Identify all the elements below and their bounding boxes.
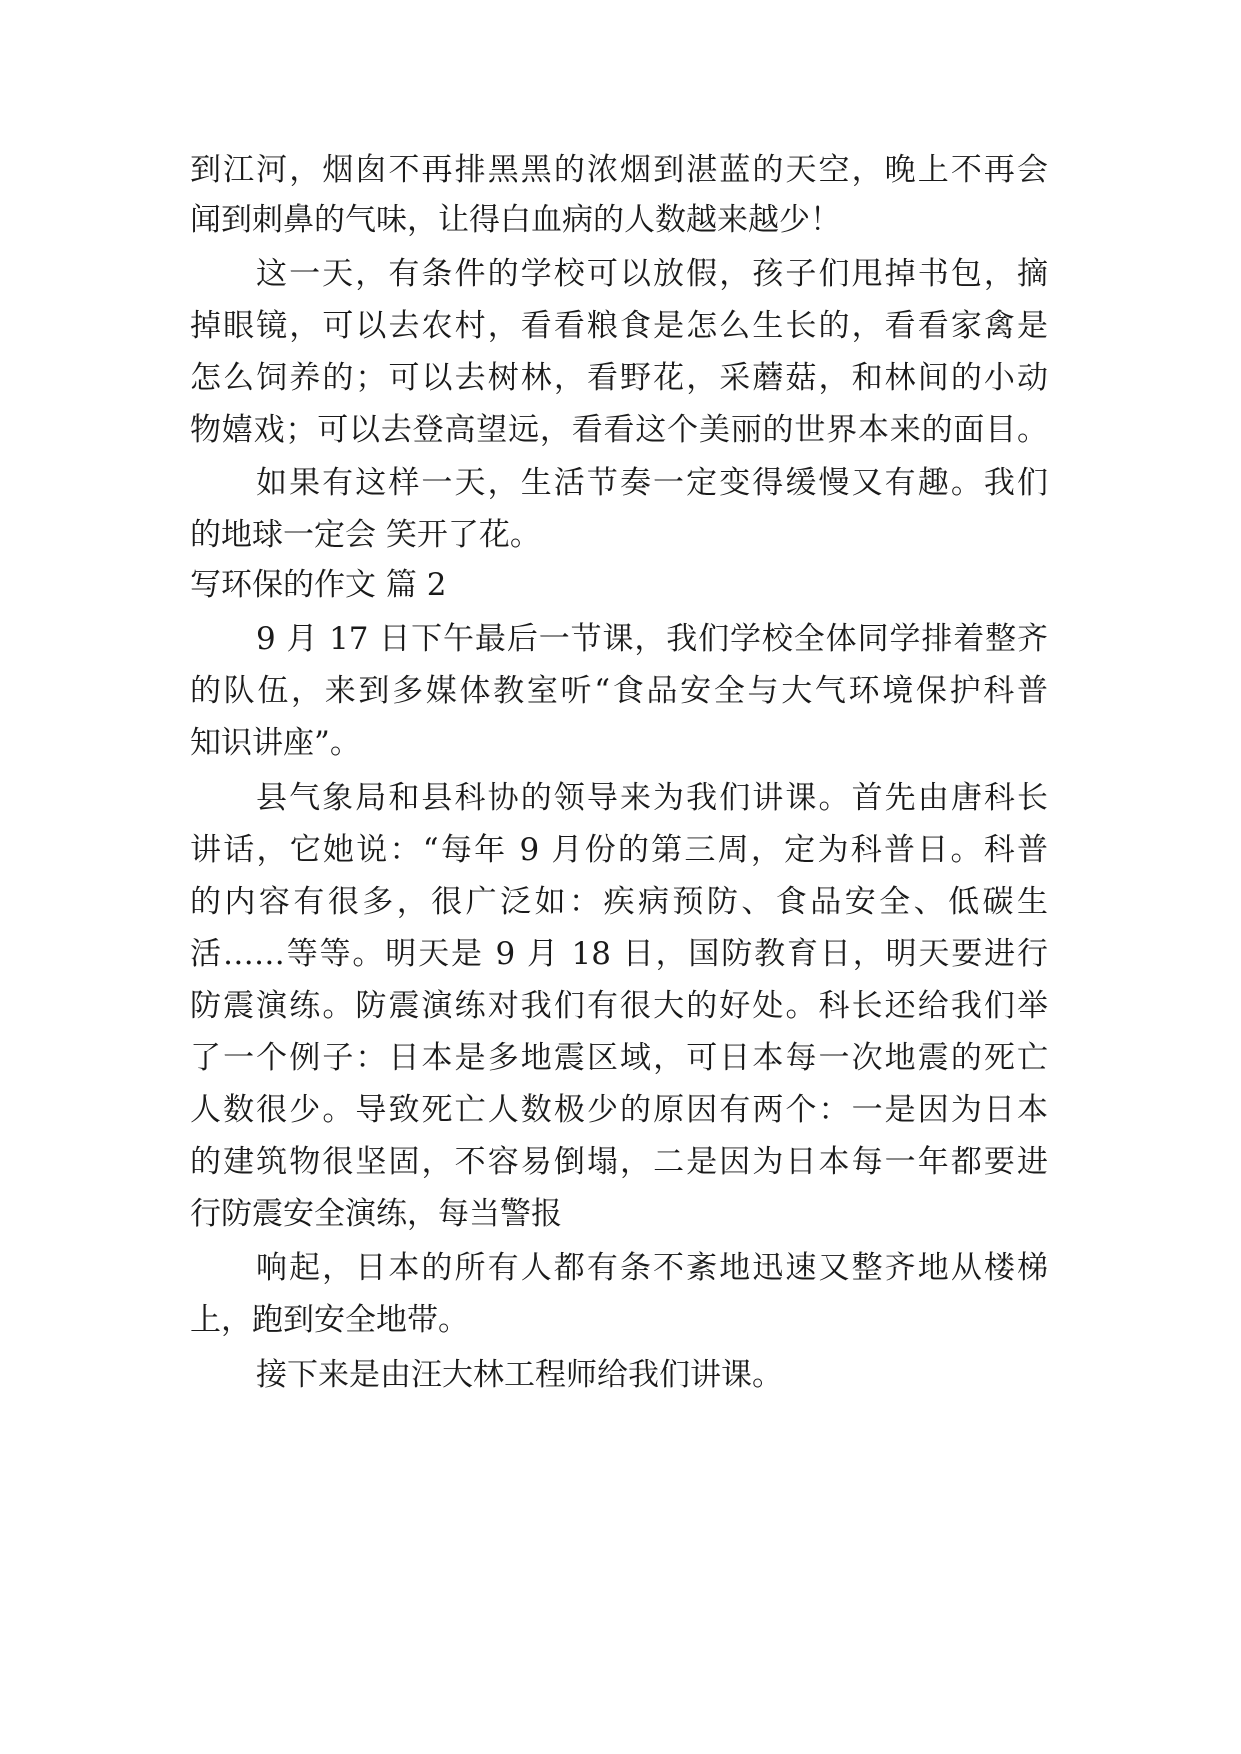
section-heading: 写环保的作文 篇 2 [190, 567, 447, 603]
text-line: 防震演练。防震演练对我们有很大的好处。科长还给我们举 [190, 988, 1048, 1024]
text-line: 行防震安全演练，每当警报 [190, 1196, 562, 1232]
text-line: 的地球一定会 笑开了花。 [190, 517, 541, 553]
text-line: 县气象局和县科协的领导来为我们讲课。首先由唐科长 [256, 780, 1048, 816]
text-line: 怎么饲养的；可以去树林，看野花，采蘑菇，和林间的小动 [190, 360, 1048, 396]
text-line: 到江河，烟囱不再排黑黑的浓烟到湛蓝的天空，晚上不再会 [190, 152, 1048, 188]
text-line: 知识讲座”。 [190, 725, 361, 761]
text-line: 的建筑物很坚固，不容易倒塌，二是因为日本每一年都要进 [190, 1144, 1048, 1180]
text-line: 响起，日本的所有人都有条不紊地迅速又整齐地从楼梯 [256, 1250, 1048, 1286]
text-line: 物嬉戏；可以去登高望远，看看这个美丽的世界本来的面目。 [190, 412, 1048, 448]
text-line: 9 月 17 日下午最后一节课，我们学校全体同学排着整齐 [256, 621, 1048, 657]
text-line: 活……等等。明天是 9 月 18 日，国防教育日，明天要进行 [190, 936, 1048, 972]
text-line: 闻到刺鼻的气味，让得白血病的人数越来越少！ [190, 202, 841, 238]
text-line: 了一个例子：日本是多地震区域，可日本每一次地震的死亡 [190, 1040, 1048, 1076]
text-line: 人数很少。导致死亡人数极少的原因有两个：一是因为日本 [190, 1092, 1048, 1128]
text-line: 的队伍，来到多媒体教室听“食品安全与大气环境保护科普 [190, 673, 1048, 709]
text-line: 这一天，有条件的学校可以放假，孩子们甩掉书包，摘 [256, 256, 1048, 292]
text-line: 讲话，它她说：“每年 9 月份的第三周，定为科普日。科普 [190, 832, 1048, 868]
text-line: 掉眼镜，可以去农村，看看粮食是怎么生长的，看看家禽是 [190, 308, 1048, 344]
text-line: 接下来是由汪大林工程师给我们讲课。 [256, 1357, 783, 1393]
text-line: 上，跑到安全地带。 [190, 1302, 469, 1338]
text-line: 如果有这样一天，生活节奏一定变得缓慢又有趣。我们 [256, 465, 1048, 501]
text-line: 的内容有很多，很广泛如：疾病预防、食品安全、低碳生 [190, 884, 1048, 920]
